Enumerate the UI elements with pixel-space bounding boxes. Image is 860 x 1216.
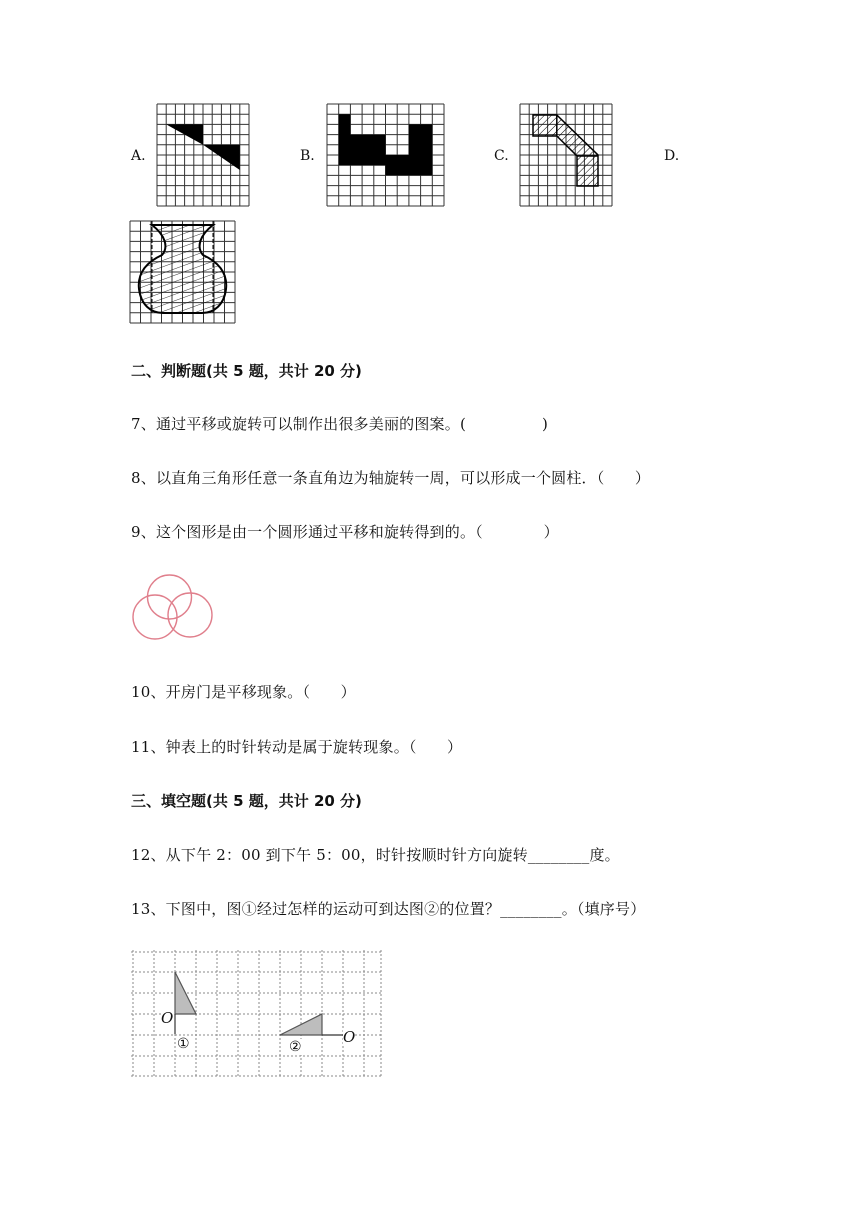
question-7: 7、通过平移或旋转可以制作出很多美丽的图案。( )	[131, 415, 549, 433]
option-b-figure	[327, 104, 444, 206]
option-b-label: B.	[300, 148, 315, 164]
question-8: 8、以直角三角形任意一条直角边为轴旋转一周，可以形成一个圆柱．（ ）	[131, 469, 651, 487]
option-a-label: A.	[131, 148, 146, 164]
section-fill-title: 三、填空题(共 5 题，共计 20 分)	[131, 792, 362, 810]
circle-left	[133, 595, 177, 639]
figure-13-label-o1: O	[161, 1009, 174, 1027]
figure-13-label-o2: O	[343, 1028, 356, 1046]
figure-13-label-1: ①	[177, 1036, 190, 1052]
circle-top	[148, 575, 192, 619]
option-d-vase-shape	[139, 225, 226, 313]
option-d-label: D.	[664, 148, 680, 164]
option-c-figure	[520, 104, 612, 206]
option-d-figure	[130, 221, 235, 323]
triangle-figure-2	[280, 1014, 322, 1035]
section-judge-title: 二、判断题(共 5 题，共计 20 分)	[131, 362, 362, 380]
option-a-figure	[157, 104, 249, 206]
question-9-circles-figure	[132, 575, 218, 643]
question-9: 9、这个图形是由一个圆形通过平移和旋转得到的。（ ）	[131, 523, 559, 541]
option-c-label: C.	[494, 148, 509, 164]
question-10: 10、开房门是平移现象。（ ）	[131, 683, 356, 701]
circle-right	[168, 593, 212, 637]
figure-13-label-2: ②	[289, 1039, 302, 1055]
question-12: 12、从下午 2：00 到下午 5：00，时针按顺时针方向旋转________度。	[131, 846, 620, 864]
question-13: 13、下图中，图①经过怎样的运动可到达图②的位置？________。（填序号）	[131, 900, 646, 918]
question-11: 11、钟表上的时针转动是属于旋转现象。（ ）	[131, 738, 463, 756]
